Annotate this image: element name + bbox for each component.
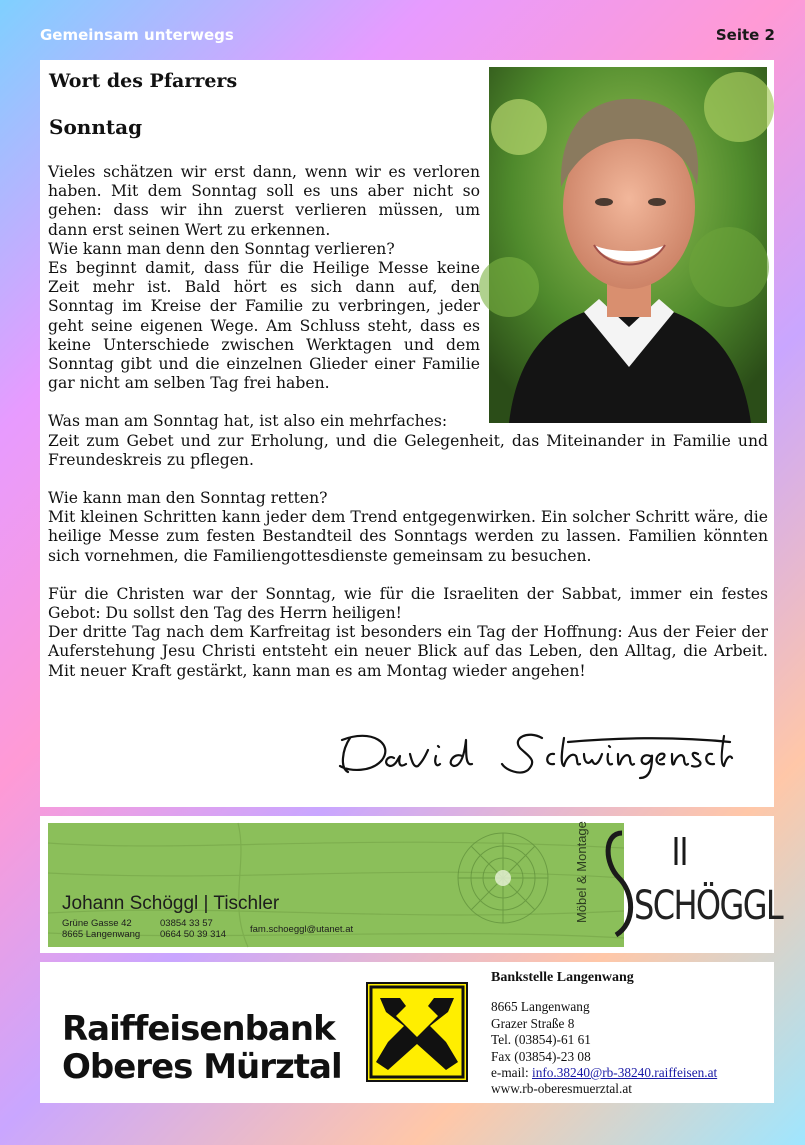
- schoeggl-logo-text: SCHÖGGL: [634, 883, 783, 929]
- article-title: Sonntag: [49, 115, 143, 139]
- text-line: keine Unterschiede zwischen Werktagen und dem: [48, 335, 480, 354]
- text-line: gehen: dass wir ihn zuerst verlieren müssen, um: [48, 201, 480, 220]
- bank-email-link[interactable]: info.38240@rb-38240.raiffeisen.at: [532, 1065, 718, 1081]
- article-paragraph-2-line1: Was man am Sonntag hat, ist also ein mehrfaches:: [48, 412, 448, 431]
- text-line: Zeit mehr ist. Bald hört es sich dann auf, den: [48, 278, 480, 297]
- text-line: dann erst seinen Wert zu erkennen.: [48, 220, 331, 239]
- article-panel: [40, 60, 774, 807]
- article-paragraph-4: Für die Christen war der Sonntag, wie für die Israeliten der Sabbat, immer ein festes Gebot: Du sollst den Tag des Herrn heiligen!: [48, 584, 768, 623]
- page-header: [40, 26, 775, 48]
- section-title: Wort des Pfarrers: [49, 70, 238, 92]
- bank-name: Raiffeisenbank Oberes Mürztal: [62, 1009, 342, 1087]
- article-body: [48, 163, 768, 681]
- article-paragraph-2: Zeit zum Gebet und zur Erholung, und die Gelegenheit, das Miteinander in Familie und Freundeskreis zu pflegen.: [48, 431, 768, 469]
- bank-tel: Tel. (03854)-61 61: [491, 1032, 591, 1048]
- text-line: haben. Mit dem Sonntag soll es uns aber nicht so: [48, 182, 480, 201]
- text-line: Vieles schätzen wir erst dann, wenn wir es verloren: [48, 163, 480, 181]
- bank-fax: Fax (03854)-23 08: [491, 1048, 591, 1064]
- carpenter-ad-panel: [40, 816, 783, 953]
- carpenter-tagline: Möbel & Montage: [574, 821, 589, 923]
- article-paragraph-3-line1: Wie kann man den Sonntag retten?: [48, 489, 328, 508]
- article-paragraph-5: Der dritte Tag nach dem Karfreitag ist besonders ein Tag der Hoffnung: Aus der Feier der Auferstehung Jesu Christi entsteht ein neuer Blick auf das Leben, den Alltag, die Arbeit. Mit neuer Kraft gestärkt, kann man es am Montag wieder angehen!: [48, 623, 768, 680]
- header-title: Gemeinsam unterwegs: [40, 26, 234, 44]
- carpenter-phones: 03854 33 57 0664 50 39 314: [160, 918, 227, 940]
- article-paragraph-3: Mit kleinen Schritten kann jeder dem Trend entgegenwirken. Ein solcher Schritt wäre, die heilige Messe zum festen Bestandteil des Sonntags werden zu lassen. Familien könnten sich vornehmen, die Familiengottesdienste gemeinsam zu besuchen.: [48, 508, 768, 565]
- bank-contact: [491, 970, 717, 1098]
- carpenter-name: Johann Schöggl | Tischler: [62, 893, 280, 914]
- text-line: Es beginnt damit, dass für die Heilige Messe keine: [48, 259, 480, 278]
- schoeggl-logo: [624, 823, 783, 947]
- signature: [332, 720, 732, 782]
- bank-website: www.rb-oberesmuerztal.at: [491, 1081, 632, 1097]
- text-line: Sonntag gibt und die einzelnen Glieder einer Familie: [48, 355, 480, 374]
- text-line: geht seine eigenen Wege. Am Schluss steht, dass es: [48, 316, 480, 335]
- bank-email-line: e-mail: info.38240@rb-38240.raiffeisen.at: [491, 1065, 718, 1081]
- bank-ad-panel: [40, 962, 774, 1103]
- raiffeisen-logo: [366, 982, 468, 1082]
- carpenter-ad[interactable]: [48, 821, 783, 947]
- article-paragraph-1: [48, 163, 480, 393]
- carpenter-email: fam.schoeggl@utanet.at: [250, 924, 354, 935]
- text-line: gar nicht am selben Tag frei haben.: [48, 374, 330, 393]
- text-line: Wie kann man denn den Sonntag verlieren?: [48, 239, 395, 258]
- page-number: Seite 2: [715, 26, 775, 44]
- bank-address2: Grazer Straße 8: [491, 1015, 575, 1031]
- carpenter-address: Grüne Gasse 42 8665 Langenwang: [62, 918, 141, 940]
- branch-title: Bankstelle Langenwang: [491, 970, 634, 985]
- text-line: Sonntag im Kreise der Familie zu verbringen, jeder: [48, 297, 480, 316]
- bank-address1: 8665 Langenwang: [491, 999, 590, 1015]
